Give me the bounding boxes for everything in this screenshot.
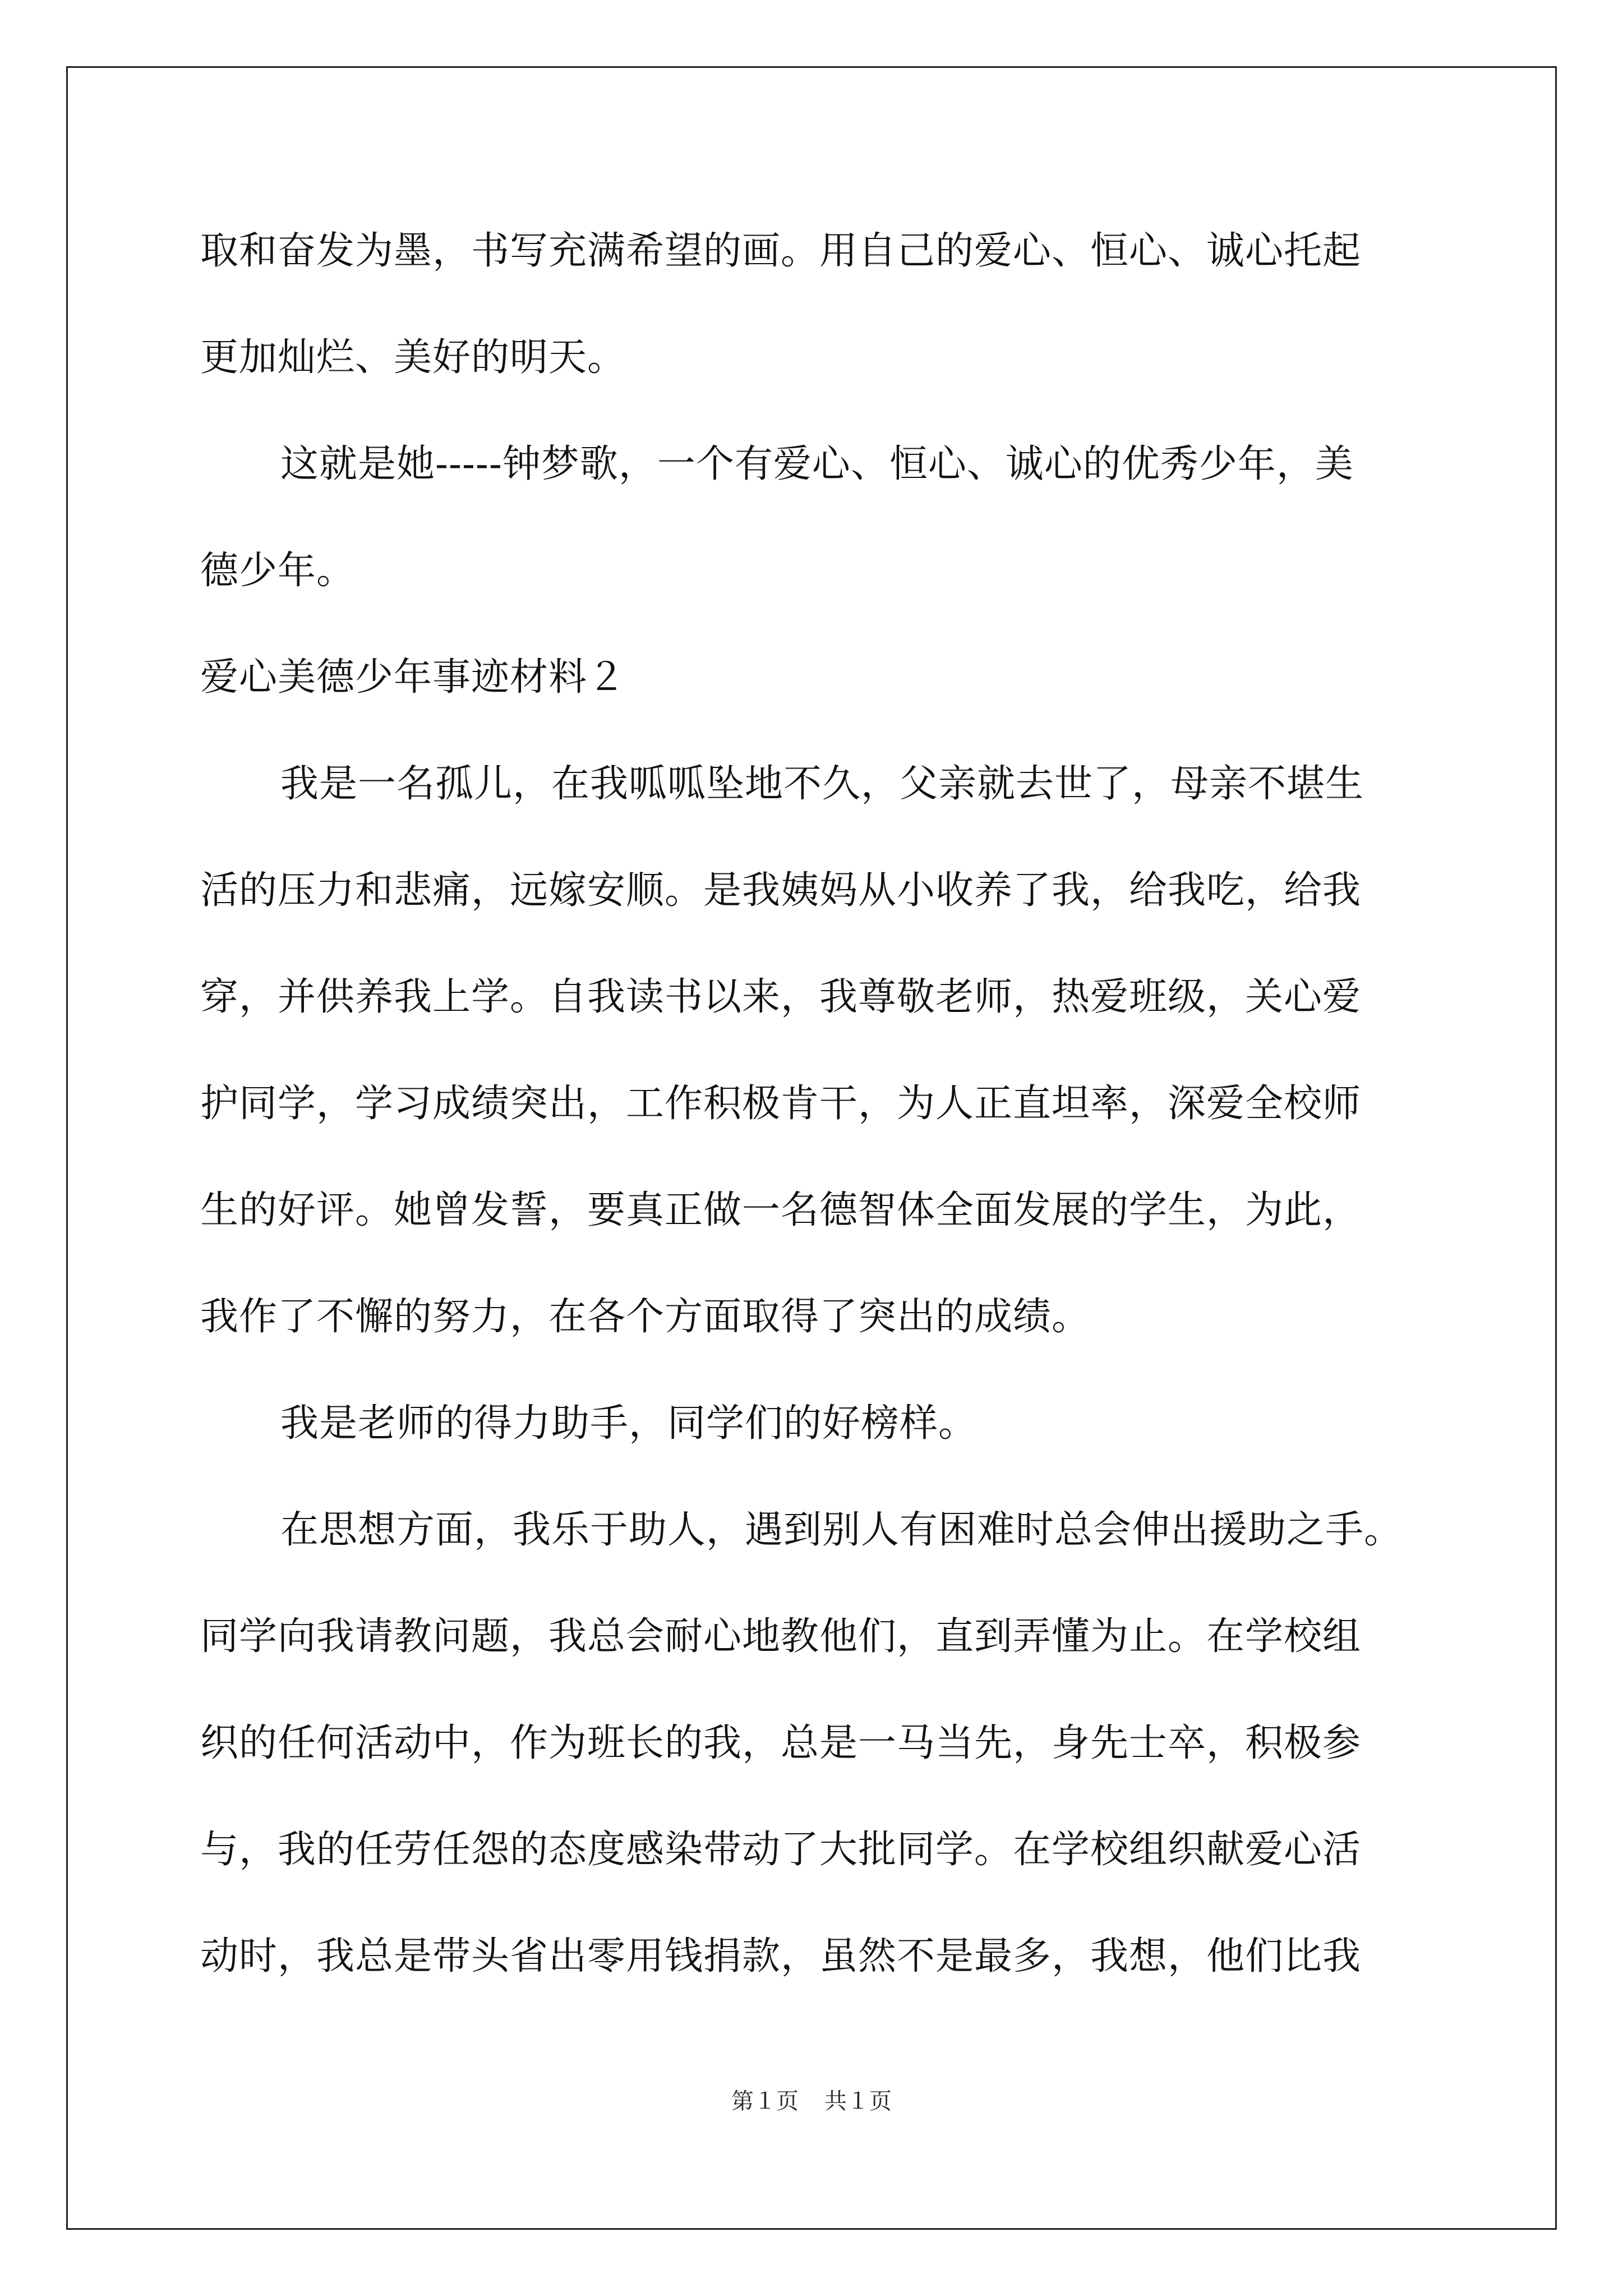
text-line: 更加灿烂、美好的明天。: [200, 335, 626, 380]
text-line: 我是老师的得力助手，同学们的好榜样。: [280, 1401, 978, 1446]
text-line: 与，我的任劳任怨的态度感染带动了大批同学。在学校组织献爱心活: [200, 1828, 1362, 1872]
text-line: 这就是她-----钟梦歌，一个有爱心、恒心、诚心的优秀少年，美: [280, 442, 1354, 486]
page-footer: [0, 2088, 1623, 2115]
text-line: 同学向我请教问题，我总会耐心地教他们，直到弄懂为止。在学校组: [200, 1614, 1362, 1659]
text-line: 织的任何活动中，作为班长的我，总是一马当先，身先士卒，积极参: [200, 1721, 1362, 1765]
text-line: 活的压力和悲痛，远嫁安顺。是我姨妈从小收养了我，给我吃，给我: [200, 868, 1362, 913]
page-border: [66, 66, 1557, 2230]
page-number-current: 第１页: [731, 2088, 799, 2114]
text-line: 在思想方面，我乐于助人，遇到别人有困难时总会伸出援助之手。: [280, 1508, 1403, 1552]
text-line: 穿，并供养我上学。自我读书以来，我尊敬老师，热爱班级，关心爱: [200, 975, 1362, 1019]
text-line: 动时，我总是带头省出零用钱捐款，虽然不是最多，我想，他们比我: [200, 1934, 1362, 1978]
section-heading: 爱心美德少年事迹材料２: [200, 655, 626, 700]
text-line: 我作了不懈的努力，在各个方面取得了突出的成绩。: [200, 1295, 1091, 1339]
page-number-total: 共１页: [824, 2088, 892, 2114]
text-line: 护同学，学习成绩突出，工作积极肯干，为人正直坦率，深爱全校师: [200, 1082, 1362, 1126]
text-line: 取和奋发为墨，书写充满希望的画。用自己的爱心、恒心、诚心托起: [200, 229, 1362, 273]
text-line: 德少年。: [200, 549, 356, 593]
text-line: 我是一名孤儿，在我呱呱坠地不久，父亲就去世了，母亲不堪生: [280, 762, 1364, 806]
text-line: 生的好评。她曾发誓，要真正做一名德智体全面发展的学生，为此，: [200, 1188, 1362, 1232]
